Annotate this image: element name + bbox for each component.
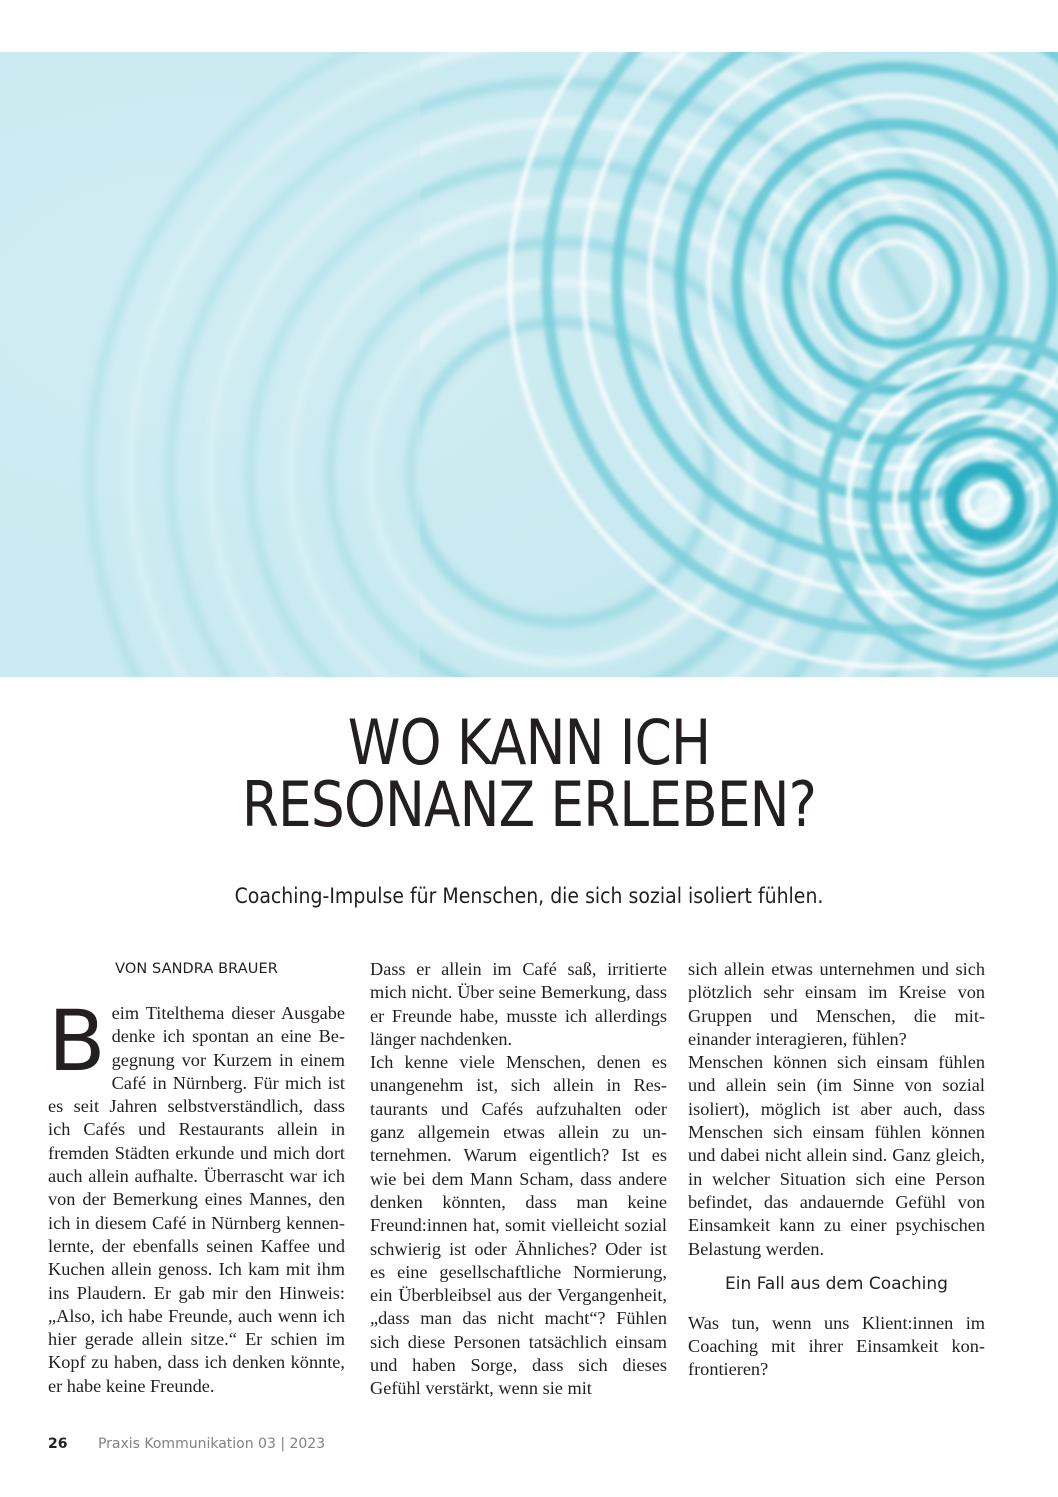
article-title [74, 706, 984, 841]
title-line-2: RESONANZ ERLEBEN? [241, 768, 817, 841]
paragraph: sich allein etwas unternehmen und sich plötzlich sehr einsam im Kreise von Gruppen und Menschen, die miteinander interagieren, fühlen? [688, 959, 985, 1049]
text-column-3 [688, 958, 985, 1382]
hero-image-water-ripples [0, 52, 1058, 677]
article-subtitle: Coaching-Impulse für Menschen, die sich sozial isoliert fühlen. [234, 884, 824, 908]
paragraph: Was tun, wenn uns Klient:innen im Coaching mit ihrer Einsamkeit konfrontieren? [688, 1312, 985, 1380]
text-column-1 [48, 992, 345, 1398]
text-column-2 [370, 958, 667, 1401]
paragraph: eim Titelthema dieser Ausgabe denke ich spontan an eine Begegnung vor Kurzem in einem Café in Nürnberg. Für mich ist es seit Jahren selbstverständlich, dass ich Cafés und Restaurants allein in fremden Städten erkunde und mich dort auch allein aufhalte. Überrascht war ich von der Bemerkung eines Mannes, den ich in diesem Café in Nürnberg kennenlernte, der ebenfalls seinen Kaffee und Kuchen allein genoss. Ich kam mit ihm ins Plaudern. Er gab mir den Hinweis: „Also, ich habe Freunde, auch wenn ich hier gerade allein sitze.“ Er schien im Kopf zu haben, dass ich denken könnte, er habe keine Freunde. [48, 1003, 345, 1396]
page-number: 26 [48, 1436, 68, 1452]
paragraph: Dass er allein im Café saß, irritierte mich nicht. Über seine Bemerkung, dass er Freunde habe, musste ich allerdings länger nachdenken. [370, 959, 667, 1049]
magazine-issue: Praxis Kommunikation 03 | 2023 [97, 1436, 326, 1452]
author-byline: VON SANDRA BRAUER [115, 961, 278, 977]
drop-cap: B [48, 992, 106, 1090]
ripple-illustration [0, 52, 1058, 677]
title-line-1: WO KANN ICH [347, 706, 711, 779]
section-subheading: Ein Fall aus dem Coaching [725, 1273, 948, 1294]
paragraph: Ich kenne viele Menschen, denen es unangenehm ist, sich allein in Restaurants und Cafés aufzuhalten oder ganz allgemein etwas allein zu unternehmen. Warum eigentlich? Ist es wie bei dem Mann Scham, dass andere denken könnten, dass man keine Freund:innen hat, somit vielleicht sozial schwierig ist oder Ähnliches? Oder ist es eine gesellschaftliche Normierung, ein Überbleibsel aus der Vergangenheit, „dass man das nicht macht“? Fühlen sich diese Personen tatsächlich einsam und haben Sorge, dass sich dieses Gefühl verstärkt, wenn sie mit [370, 1052, 667, 1399]
paragraph: Menschen können sich einsam fühlen und allein sein (im Sinne von sozial isoliert), möglich ist aber auch, dass Menschen sich einsam fühlen können und dabei nicht allein sind. Ganz gleich, in welcher Situation sich eine Person befindet, das andauernde Gefühl von Einsamkeit kann zu einer psychischen Belastung werden. [688, 1052, 985, 1259]
page-footer [48, 1436, 325, 1452]
